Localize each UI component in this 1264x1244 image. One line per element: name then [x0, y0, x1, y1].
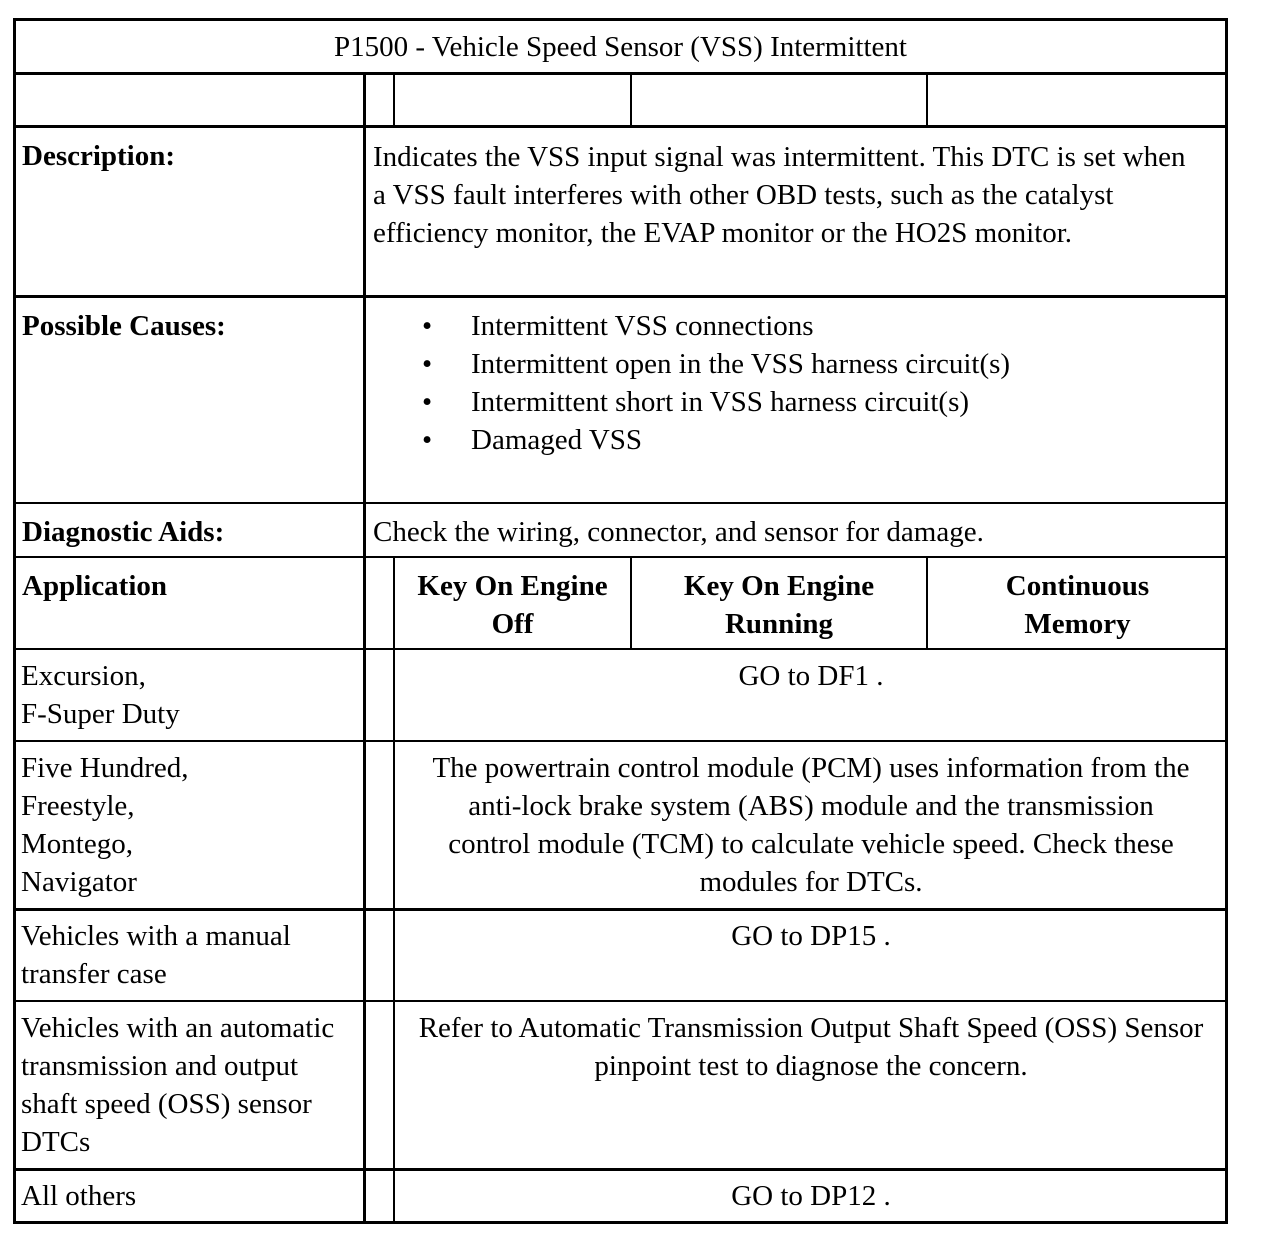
- table-border: [13, 1221, 1228, 1224]
- possible-causes-list: [364, 307, 1228, 459]
- possible-causes-list-cell: [364, 297, 1228, 503]
- application-vehicles: Excursion, F-Super Duty: [21, 660, 180, 730]
- list-item: [364, 421, 1228, 459]
- application-header-label: Application: [22, 570, 168, 602]
- table-rule: [13, 295, 1228, 298]
- list-item: [364, 345, 1228, 383]
- application-vehicles: Vehicles with an automatic transmission and output shaft speed (OSS) sensor DTCs: [21, 1012, 335, 1158]
- table-rule: [13, 908, 1228, 911]
- table-rule: [13, 556, 1228, 558]
- table-rule: [13, 1000, 1228, 1002]
- cause-text: Intermittent open in the VSS harness circuit(s): [471, 348, 1011, 380]
- column-header-key-on-engine-off: Key On Engine Off: [417, 570, 608, 640]
- application-vehicles: Five Hundred, Freestyle, Montego, Navigator: [21, 752, 189, 898]
- list-item: [364, 307, 1228, 345]
- application-action: GO to DF1 .: [738, 660, 884, 692]
- diagnostic-aids-label: Diagnostic Aids:: [22, 516, 225, 548]
- table-rule: [13, 72, 1228, 75]
- column-rule: [393, 73, 395, 126]
- dtc-title: P1500 - Vehicle Speed Sensor (VSS) Intermittent: [334, 31, 907, 63]
- column-rule: [926, 73, 928, 126]
- table-rule: [13, 740, 1228, 742]
- application-action: Refer to Automatic Transmission Output Shaft Speed (OSS) Sensor pinpoint test to diagnose the concern.: [418, 1012, 1204, 1082]
- cause-text: Intermittent VSS connections: [471, 310, 814, 342]
- description-label: Description:: [22, 140, 176, 172]
- application-action: GO to DP15 .: [731, 920, 891, 952]
- application-action: The powertrain control module (PCM) uses information from the anti-lock brake system (ABS) module and the transmission control module (TCM) to calculate vehicle speed. Check these modules for DTCs.: [432, 752, 1190, 898]
- cause-text: Intermittent short in VSS harness circuit(s): [471, 386, 970, 418]
- column-header-continuous-memory: Continuous Memory: [1005, 570, 1150, 640]
- list-item: [364, 383, 1228, 421]
- table-border: [1225, 18, 1228, 1224]
- column-header-key-on-engine-running: Key On Engine Running: [683, 570, 875, 640]
- application-action: GO to DP12 .: [731, 1180, 891, 1212]
- table-rule: [13, 1168, 1228, 1171]
- column-rule: [630, 557, 632, 649]
- possible-causes-label: Possible Causes:: [22, 310, 226, 342]
- table-rule: [13, 648, 1228, 650]
- bullet-icon: •: [422, 310, 433, 342]
- column-rule: [926, 557, 928, 649]
- table-border: [13, 18, 16, 1224]
- cause-text: Damaged VSS: [471, 424, 643, 456]
- diagnostic-aids-text: Check the wiring, connector, and sensor for damage.: [373, 516, 984, 548]
- description-text: Indicates the VSS input signal was intermittent. This DTC is set when a VSS fault interferes with other OBD tests, such as the catalyst efficiency monitor, the EVAP monitor or the HO2S monitor.: [373, 141, 1186, 249]
- dtc-document: [13, 18, 1228, 1224]
- application-vehicles: All others: [21, 1180, 137, 1212]
- bullet-icon: •: [422, 348, 433, 380]
- bullet-icon: •: [422, 424, 433, 456]
- application-vehicles: Vehicles with a manual transfer case: [21, 920, 291, 990]
- table-border: [13, 18, 1228, 21]
- column-rule: [393, 557, 395, 1224]
- column-rule: [630, 73, 632, 126]
- column-rule: [363, 73, 366, 1224]
- table-rule: [13, 125, 1228, 128]
- bullet-icon: •: [422, 386, 433, 418]
- table-rule: [13, 502, 1228, 504]
